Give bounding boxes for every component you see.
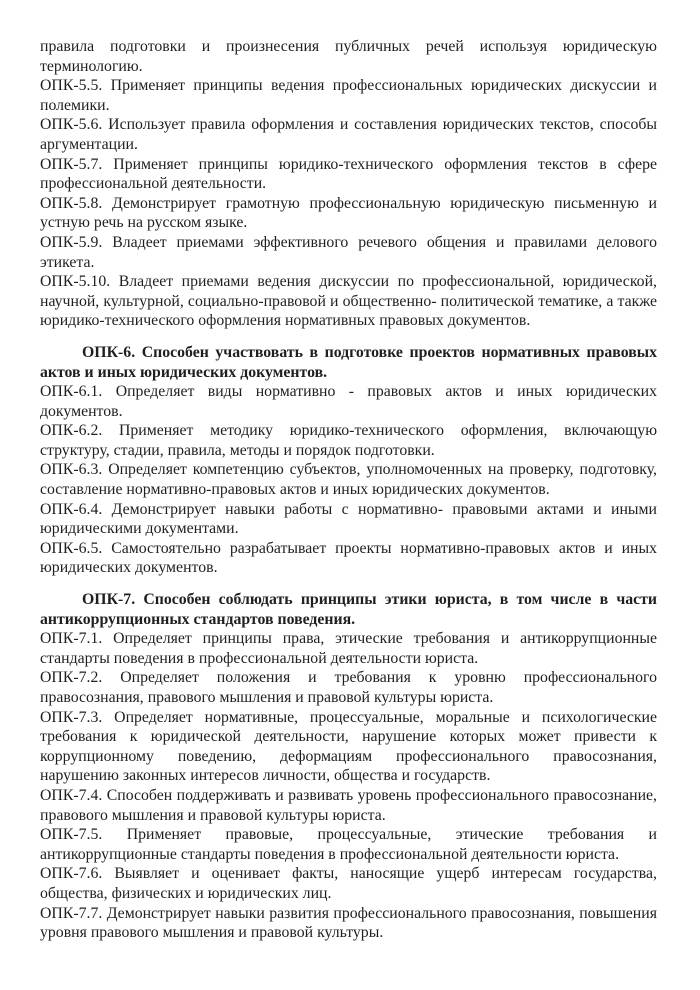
section-heading-opk-7: ОПК-7. Способен соблюдать принципы этики юриста, в том числе в части антикоррупционных стандартов поведения. (40, 591, 657, 628)
paragraph-opk-5-4-continuation: правила подготовки и произнесения публичных речей используя юридическую терминологию. (40, 38, 657, 75)
paragraph-opk-6-3: ОПК-6.3. Определяет компетенцию субъектов, уполномоченных на проверку, подготовку, составление нормативно-правовых актов и иных юридических документов. (40, 461, 657, 499)
paragraph-opk-6-1: ОПК-6.1. Определяет виды нормативно - правовых актов и иных юридических документов. (40, 383, 657, 420)
paragraph-opk-5-5: ОПК-5.5. Применяет принципы ведения профессиональных юридических дискуссии и полемики. (40, 77, 657, 114)
paragraph-opk-6-2: ОПК-6.2. Применяет методику юридико-технического оформления, включающую структуру, стадии, правила, методы и порядок подготовки. (40, 422, 657, 459)
paragraph-opk-7-3: ОПК-7.3. Определяет нормативные, процессуальные, моральные и психологические требования к юридической деятельности, нарушение которых может привести к коррупционному поведению, деформациям профессионального правосознания, нарушению законных интересов личности, общества и государств. (40, 708, 657, 785)
paragraph-opk-7-7: ОПК-7.7. Демонстрирует навыки развития профессионального правосознания, повышения уровня правового мышления и правовой культуры. (40, 904, 657, 942)
paragraph-opk-5-8: ОПК-5.8. Демонстрирует грамотную профессиональную юридическую письменную и устную речь на русском языке. (40, 194, 657, 232)
paragraph-opk-7-4: ОПК-7.4. Способен поддерживать и развивать уровень профессионального правосознание, правового мышления и правовой культуры юриста. (40, 786, 657, 824)
paragraph-opk-6-5: ОПК-6.5. Самостоятельно разрабатывает проекты нормативно-правовых актов и иных юридических документов. (40, 539, 657, 577)
paragraph-opk-5-7: ОПК-5.7. Применяет принципы юридико-технического оформления текстов в сфере профессиональной деятельности. (40, 155, 657, 193)
paragraph-opk-7-2: ОПК-7.2. Определяет положения и требования к уровню профессионального правосознания, правового мышления и правовой культуры юриста. (40, 669, 657, 706)
paragraph-opk-5-10: ОПК-5.10. Владеет приемами ведения дискуссии по профессиональной, юридической, научной, культурной, социально-правовой и общественно- политической тематике, а также юридико-технического оформления нормативных правовых документов. (40, 273, 657, 330)
paragraph-opk-7-5: ОПК-7.5. Применяет правовые, процессуальные, этические требования и антикоррупционные стандарты поведения в профессиональной деятельности юриста. (40, 826, 657, 863)
section-heading-opk-6: ОПК-6. Способен участвовать в подготовке проектов нормативных правовых актов и иных юридических документов. (40, 343, 657, 381)
paragraph-opk-5-6: ОПК-5.6. Использует правила оформления и составления юридических текстов, способы аргументации. (40, 116, 657, 153)
paragraph-opk-7-1: ОПК-7.1. Определяет принципы права, этические требования и антикоррупционные стандарты поведения в профессиональной деятельности юриста. (40, 630, 657, 667)
paragraph-opk-5-9: ОПК-5.9. Владеет приемами эффективного речевого общения и правилами делового этикета. (40, 233, 657, 271)
paragraph-opk-7-6: ОПК-7.6. Выявляет и оценивает факты, наносящие ущерб интересам государства, общества, физических и юридических лиц. (40, 865, 657, 902)
paragraph-opk-6-4: ОПК-6.4. Демонстрирует навыки работы с нормативно- правовыми актами и иными юридическими документами. (40, 500, 657, 538)
